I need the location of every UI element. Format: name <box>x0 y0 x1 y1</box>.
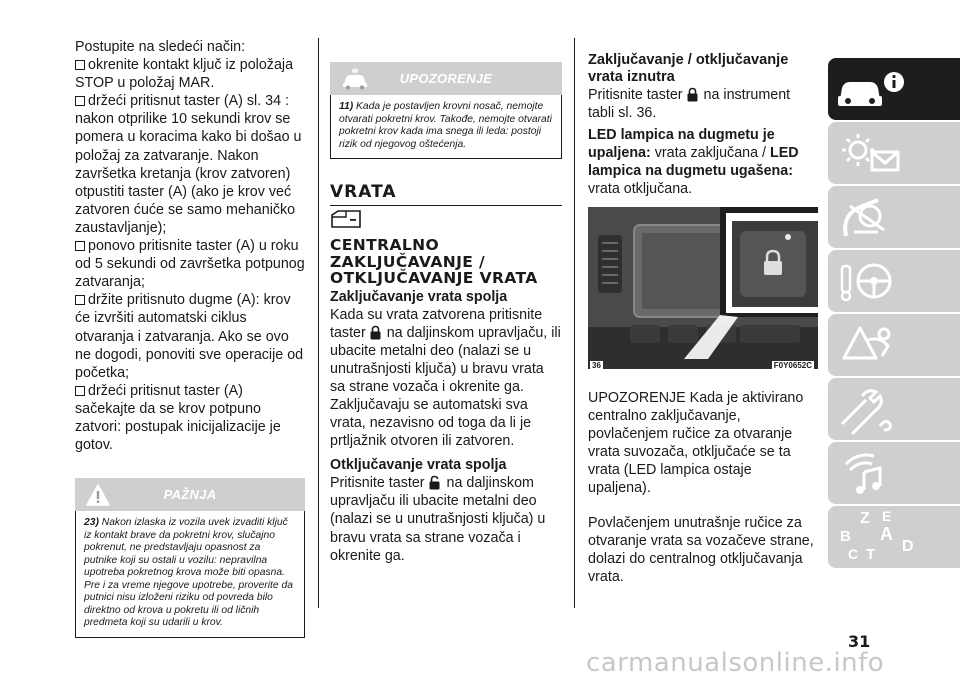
warning-body <box>75 511 305 638</box>
figure-number: 36 <box>592 360 601 369</box>
list-item: držeći pritisnut taster (A) sačekajte da se krov potpuno zatvori: postupak inicijalizacije je gotov. <box>75 382 281 454</box>
led-on-label: LED lampica na dugmetu je upaljena: <box>588 127 775 162</box>
notice-box <box>330 62 562 159</box>
notice-number: 11) <box>339 101 354 112</box>
safety-icon <box>828 186 960 248</box>
warning-number: 23) <box>84 517 99 529</box>
tab-safety[interactable] <box>828 186 960 248</box>
notice-box-header <box>330 62 562 95</box>
notice-body <box>330 95 562 159</box>
index-letter: D <box>902 538 914 555</box>
heading-unlock-outside: Otključavanje vrata spolja <box>330 457 507 474</box>
unlock-icon <box>429 475 441 490</box>
list-item: ponovo pritisnite taster (A) u roku od 5 sekundi od završetka potpunog zatvaranja; <box>75 238 305 291</box>
figure-code: F0Y0652C <box>773 360 812 369</box>
column-3 <box>588 52 818 587</box>
warning-triangle-icon <box>85 483 111 507</box>
driving-icon <box>828 250 960 312</box>
dashboard-figure <box>588 207 818 369</box>
door-icon <box>330 209 362 229</box>
car-damage-icon <box>340 67 370 91</box>
tab-driving[interactable] <box>828 250 960 312</box>
index-letter: B <box>840 528 851 545</box>
column-2 <box>330 62 562 565</box>
subsection-title-line: CENTRALNO <box>330 236 440 254</box>
warning-title: PAŽNJA <box>163 487 217 503</box>
led-text: LED lampica na dugmetu je upaljena: vrata zaključana / LED lampica na dugmetu ugašena: vrata otključana. <box>588 127 799 198</box>
lock-icon <box>370 325 381 340</box>
multimedia-icon <box>828 442 960 504</box>
tab-multimedia[interactable] <box>828 442 960 504</box>
chapter-index-sidebar <box>828 58 960 570</box>
checkbox-bullet-icon <box>75 386 85 396</box>
warning-lights-icon <box>828 122 960 184</box>
checkbox-bullet-icon <box>75 60 85 70</box>
paragraph: UPOZORENJE Kada je aktivirano centralno zaključavanje, povlačenjem ručice za otvaranje vrata suvozača, otključaće se ta vrata (LED lampica ostaje upaljena). <box>588 389 804 497</box>
led-off-label: lampica na dugmetu ugašena: <box>588 163 793 180</box>
subsection-title-line: ZAKLJUČAVANJE / <box>330 252 486 271</box>
checkbox-bullet-icon <box>75 295 85 305</box>
warning-box-header <box>75 478 305 511</box>
warning-text: Nakon izlaska iz vozila uvek izvaditi ključ iz kontakt brave da pokretni krov, slučajno pokrenut, ne predstavljaju opasnost za putnike koji su ostali u vozilu: nepravilna upotreba pokretnog krova može biti opasna. Pre i za vreme njegove upotrebe, proverite da putnici nisu izloženi riziku od povreda bilo direktno od krova u pokretu ili od ličnih predmeta koji su udarili u krov. <box>84 517 293 629</box>
emergency-icon <box>828 314 960 376</box>
tab-car-info[interactable] <box>828 58 960 120</box>
index-letter: C <box>848 546 859 562</box>
watermark: carmanualsonline.info <box>586 648 885 678</box>
tab-emergency[interactable] <box>828 314 960 376</box>
notice-text: Kada je postavljen krovni nosač, nemojte otvarati pokretni krov. Takođe, nemojte otvarati pokretni krov kada ima snega ili leda: postoji rizik od njegovog oštećenja. <box>339 101 552 150</box>
list-item: držite pritisnuto dugme (A): krov će izvršiti automatski ciklus otvaranja i zatvaranja. Ako se ovo ne dogodi, ponoviti sve operacije od početka; <box>75 292 304 381</box>
checkbox-bullet-icon <box>75 241 85 251</box>
index-letter: Z <box>860 510 870 527</box>
heading-lock-outside: Zaključavanje vrata spolja <box>330 288 508 305</box>
lock-outside-text: Kada su vrata zatvorena pritisnite taster na daljinskom upravljaču, ili ubacite metalni deo (nalazi se u unutrašnjosti ključa) u bravu vrata sa strane vozača i okrenite ga. Zaključavaju se automatski sva vrata, nezavisno od toga da li je prtljažnik otvoren ili zatvoren. <box>330 306 561 450</box>
subsection-title-line: OTKLJUČAVANJE VRATA <box>330 269 538 287</box>
lock-icon <box>687 87 698 102</box>
procedure-text <box>75 38 305 454</box>
column-divider <box>318 38 319 608</box>
warning-box <box>75 478 305 638</box>
tab-warning-lights[interactable] <box>828 122 960 184</box>
section-title: VRATA <box>330 182 397 202</box>
heading-inside: Zaključavanje / otključavanje vrata iznutra <box>588 52 789 85</box>
tab-index[interactable] <box>828 506 960 568</box>
page-number: 31 <box>848 632 871 651</box>
tab-maintenance[interactable] <box>828 378 960 440</box>
car-info-icon <box>828 58 960 120</box>
notice-title: UPOZORENJE <box>399 71 493 86</box>
inside-text: Pritisnite taster na instrument tabli sl. 36. <box>588 87 791 122</box>
index-letter: T <box>866 546 876 563</box>
checkbox-bullet-icon <box>75 96 85 106</box>
column-divider <box>574 38 575 608</box>
column-1 <box>75 38 305 638</box>
dashboard-illustration <box>588 207 818 369</box>
index-letter: E <box>882 508 892 524</box>
section-rule <box>330 205 562 206</box>
intro-text: Postupite na sledeći način: <box>75 39 246 55</box>
unlock-outside-text: Pritisnite taster na daljinskom upravljaču ili ubacite metalni deo (nalazi se u unutrašnjosti ključa) u bravu vrata sa strane vozača i okrenite ga. <box>330 475 546 564</box>
paragraph: Povlačenjem unutrašnje ručice za otvaranje vrata sa vozačeve strane, dolazi do centralnog otključavanja vrata. <box>588 515 814 586</box>
list-item: okrenite kontakt ključ iz položaja STOP u položaj MAR. <box>75 57 294 92</box>
list-item: držeći pritisnut taster (A) sl. 34 : nakon otprilike 10 sekundi krov se pomera u koracima kako bi došao u položaj za zatvaranje. Nakon završetka kretanja (krov zatvoren) otpustiti taster (A) (ako je krov već zatvoren ćuće se samo mehaničko zaustavljanje); <box>75 93 302 236</box>
maintenance-icon <box>828 378 960 440</box>
index-letter: A <box>880 524 893 544</box>
